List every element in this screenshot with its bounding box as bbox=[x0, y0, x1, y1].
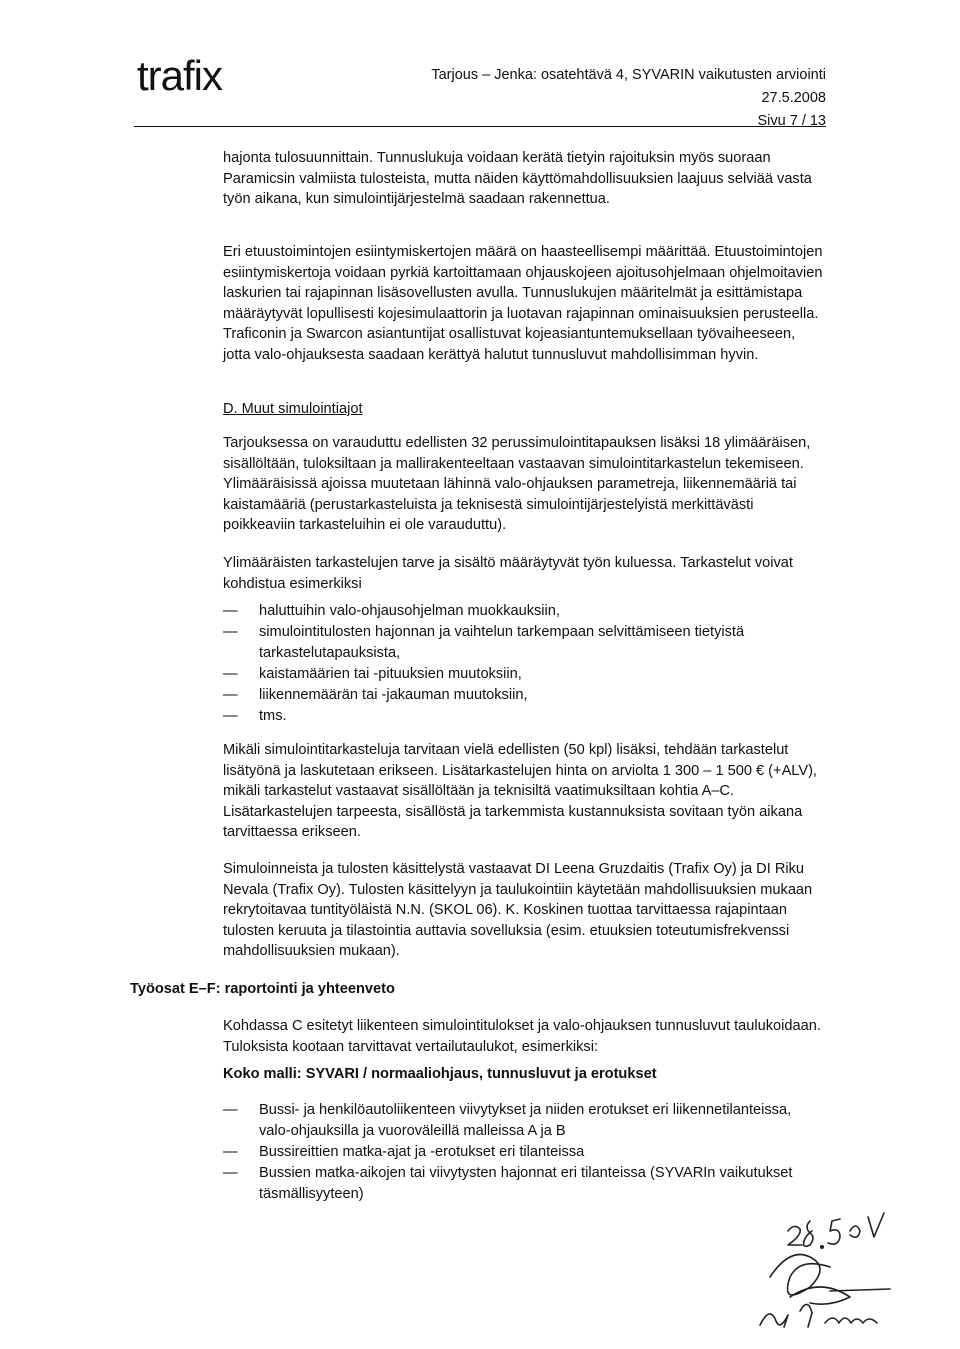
trafix-logo: trafix bbox=[137, 52, 223, 99]
paragraph-3 bbox=[223, 433, 823, 536]
dash-marker: — bbox=[223, 708, 238, 724]
list-item-text: simulointitulosten hajonnan ja vaihtelun tarkempaan selvittämiseen tietyistä tarkastelutapauksista, bbox=[259, 624, 745, 661]
list-item-text: Bussi- ja henkilöautoliikenteen viivytykset ja niiden erotukset eri liikennetilanteissa, valo-ohjauksilla ja vuoroväleillä malleissa A ja B bbox=[259, 1102, 792, 1139]
handwritten-signature bbox=[730, 1207, 930, 1337]
list-item bbox=[223, 706, 823, 727]
document-title: Tarjous – Jenka: osatehtävä 4, SYVARIN vaikutusten arviointi bbox=[431, 67, 826, 83]
paragraph-7 bbox=[223, 1016, 823, 1057]
section-d-heading: D. Muut simulointiajot bbox=[223, 401, 363, 417]
paragraph-1 bbox=[223, 148, 823, 210]
list-item bbox=[223, 664, 823, 685]
list-item-text: Bussien matka-aikojen tai viivytysten hajonnat eri tilanteissa (SYVARIn vaikutukset täsmällisyyteen) bbox=[259, 1165, 793, 1202]
dash-marker: — bbox=[223, 1165, 238, 1181]
document-date: 27.5.2008 bbox=[761, 90, 826, 106]
dash-marker: — bbox=[223, 603, 238, 619]
dash-marker: — bbox=[223, 687, 238, 703]
list-item bbox=[223, 1142, 823, 1163]
list-item-text: kaistamäärien tai -pituuksien muutoksiin, bbox=[259, 666, 522, 682]
section-ef-heading: Työosat E–F: raportointi ja yhteenveto bbox=[130, 981, 395, 997]
paragraph-4 bbox=[223, 553, 823, 594]
list-item bbox=[223, 601, 823, 622]
header-rule bbox=[134, 126, 826, 127]
dash-marker: — bbox=[223, 1144, 238, 1160]
list-item-text: liikennemäärän tai -jakauman muutoksiin, bbox=[259, 687, 528, 703]
list-item bbox=[223, 622, 823, 664]
list-item bbox=[223, 1100, 823, 1142]
paragraph-text: Ylimääräisten tarkastelujen tarve ja sisältö määräytyvät työn kuluessa. Tarkastelut voivat kohdistua esimerkiksi bbox=[223, 555, 793, 592]
document-header bbox=[431, 64, 826, 133]
paragraph-text: Tarjouksessa on varauduttu edellisten 32 perussimulointitapauksen lisäksi 18 ylimääräisen, sisällöltään, tuloksiltaan ja mallirakenteeltaan vastaavan simulointitarkastelun tekemiseen. Ylimääräisissä ajoissa muutetaan lähinnä valo-ohjauksen parametreja, liikennemääriä tai kaistamääriä (perustarkasteluista ja teknisestä simulointijärjestelyistä merkittävästi poikkeaviin tarkasteluihin ei ole varauduttu). bbox=[223, 435, 811, 533]
list-item-text: haluttuihin valo-ohjausohjelman muokkauksiin, bbox=[259, 603, 560, 619]
paragraph-text: hajonta tulosuunnittain. Tunnuslukuja voidaan kerätä tietyin rajoituksin myös suoraan Paramicsin valmiista tulosteista, mutta näiden käyttömahdollisuuksien laajuus selviää vasta työn aikana, kun simulointijärjestelmä saadaan rakennettua. bbox=[223, 150, 812, 207]
dash-marker: — bbox=[223, 1102, 238, 1118]
page-number: Sivu 7 / 13 bbox=[757, 113, 826, 129]
list-item bbox=[223, 685, 823, 706]
paragraph-text: Mikäli simulointitarkasteluja tarvitaan vielä edellisten (50 kpl) lisäksi, tehdään tarkastelut lisätyönä ja laskutetaan erikseen. Lisätarkastelujen hinta on arviolta 1 300 – 1 500 € (+ALV), mikäli tarkastelut vastaavat sisällöltään ja teknisiltä vaatimuksiltaan kohtia A–C. Lisätarkastelujen tarpeesta, sisällöstä ja tarkemmista kustannuksista sovitaan työn aikana tarvittaessa erikseen. bbox=[223, 742, 817, 840]
paragraph-text: Simuloinneista ja tulosten käsittelystä vastaavat DI Leena Gruzdaitis (Trafix Oy) ja DI Riku Nevala (Trafix Oy). Tulosten käsittelyyn ja taulukointiin käytetään mahdollisuuksien mukaan rekrytoitavaa tuntityöläistä N.N. (SKOL 06). K. Koskinen tuottaa tarvittaessa rajapintaan tulosten keruuta ja tilastointia auttavia sovelluksia (esim. etuuksien toteutumisfrekvenssi mahdollisuuksien mukaan). bbox=[223, 861, 813, 959]
paragraph-text: Kohdassa C esitetyt liikenteen simulointitulokset ja valo-ohjauksen tunnusluvut taulukoidaan. Tuloksista kootaan tarvittavat vertailutaulukot, esimerkiksi: bbox=[223, 1018, 821, 1055]
paragraph-6 bbox=[223, 859, 823, 962]
paragraph-5 bbox=[223, 740, 823, 843]
list-item-text: Bussireittien matka-ajat ja -erotukset eri tilanteissa bbox=[259, 1144, 585, 1160]
list-item bbox=[223, 1163, 823, 1205]
dash-marker: — bbox=[223, 624, 238, 640]
paragraph-text: Eri etuustoimintojen esiintymiskertojen määrä on haasteellisempi määrittää. Etuustoimintojen esiintymiskertoja voidaan pyrkiä kartoittamaan ohjauskojeen ajoitusohjelmaan ohjelmoitavien laskurien tai rajapinnan lisäsovellusten avulla. Tunnuslukujen määritelmät ja esittämistapa määräytyvät lopullisesti kojesimulaattorin ja luotavan rajapinnan ominaisuuksien perusteella. Traficonin ja Swarcon asiantuntijat osallistuvat kojeasiantuntemuksellaan työvaiheeseen, jotta valo-ohjauksesta saadaan kerättyä halutut tunnusluvut mahdollisimman hyvin. bbox=[223, 244, 823, 363]
comparison-list bbox=[223, 1100, 823, 1205]
paragraph-2 bbox=[223, 242, 823, 365]
modification-list bbox=[223, 601, 823, 727]
list-item-text: tms. bbox=[259, 708, 287, 724]
dash-marker: — bbox=[223, 666, 238, 682]
comparison-heading: Koko malli: SYVARI / normaaliohjaus, tunnusluvut ja erotukset bbox=[223, 1066, 657, 1082]
